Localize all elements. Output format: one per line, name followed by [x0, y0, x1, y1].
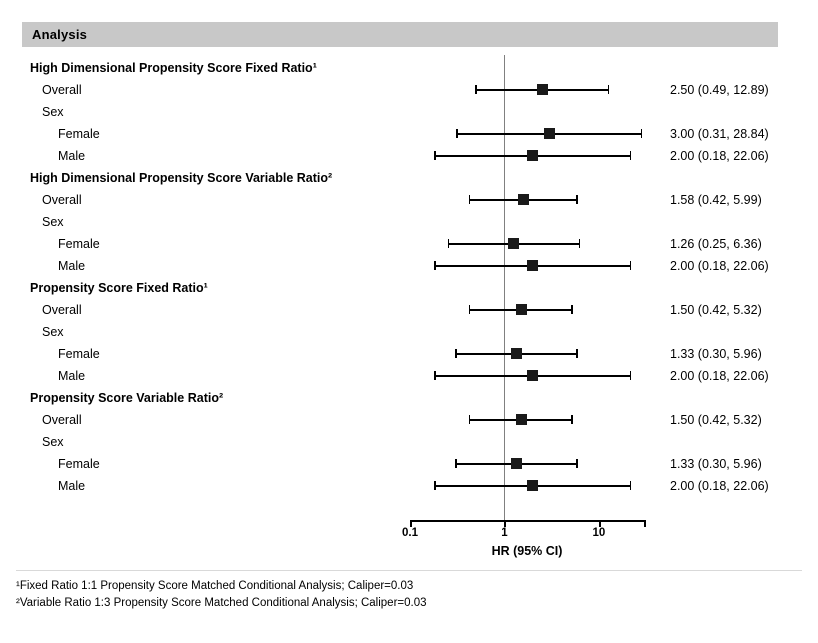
forest-data-row: [22, 79, 778, 101]
ci-upper-cap: [571, 305, 573, 314]
ci-lower-cap: [434, 261, 436, 270]
forest-data-row: [22, 255, 778, 277]
ci-lower-cap: [456, 129, 458, 138]
row-label: Female: [58, 127, 100, 141]
row-label: Propensity Score Variable Ratio²: [30, 391, 224, 405]
ci-upper-cap: [576, 195, 578, 204]
forest-data-row: [22, 343, 778, 365]
ci-lower-cap: [448, 239, 450, 248]
ci-upper-cap: [576, 459, 578, 468]
point-estimate-marker: [537, 84, 548, 95]
axis-end-tick: [644, 520, 646, 527]
row-estimate-text: 2.00 (0.18, 22.06): [670, 369, 769, 383]
forest-data-row: [22, 123, 778, 145]
row-label: Male: [58, 479, 86, 493]
axis-tick-label: 10: [592, 527, 606, 539]
row-label: Overall: [42, 413, 82, 427]
axis-baseline: [410, 520, 644, 522]
axis-tick: [599, 520, 601, 527]
row-label: Male: [58, 259, 86, 273]
ci-lower-cap: [469, 195, 471, 204]
forest-data-row: [22, 321, 778, 343]
row-label: Sex: [42, 325, 64, 339]
forest-group-row: [22, 277, 778, 299]
row-estimate-text: 1.50 (0.42, 5.32): [670, 413, 762, 427]
row-estimate-text: 3.00 (0.31, 28.84): [670, 127, 769, 141]
forest-data-row: [22, 431, 778, 453]
row-estimate-text: 1.26 (0.25, 6.36): [670, 237, 762, 251]
point-estimate-marker: [511, 458, 522, 469]
ci-upper-cap: [630, 371, 632, 380]
ci-lower-cap: [469, 415, 471, 424]
analysis-header-label: Analysis: [32, 27, 88, 42]
ci-upper-cap: [630, 151, 632, 160]
forest-group-row: [22, 167, 778, 189]
row-label: High Dimensional Propensity Score Fixed Ratio¹: [30, 61, 317, 75]
axis-tick-label: 1: [501, 527, 508, 539]
row-label: Male: [58, 369, 86, 383]
footnote-divider: [16, 570, 802, 571]
point-estimate-marker: [527, 370, 538, 381]
ci-lower-cap: [455, 349, 457, 358]
point-estimate-marker: [516, 304, 527, 315]
row-label: Overall: [42, 193, 82, 207]
footnote-1: ¹Fixed Ratio 1:1 Propensity Score Matched Conditional Analysis; Caliper=0.03: [16, 580, 414, 592]
row-label: Female: [58, 457, 100, 471]
row-estimate-text: 1.58 (0.42, 5.99): [670, 193, 762, 207]
ci-lower-cap: [434, 481, 436, 490]
row-estimate-text: 1.50 (0.42, 5.32): [670, 303, 762, 317]
row-estimate-text: 2.50 (0.49, 12.89): [670, 83, 769, 97]
forest-data-row: [22, 409, 778, 431]
row-label: Female: [58, 347, 100, 361]
row-estimate-text: 2.00 (0.18, 22.06): [670, 259, 769, 273]
row-label: Propensity Score Fixed Ratio¹: [30, 281, 208, 295]
forest-data-row: [22, 189, 778, 211]
forest-group-row: [22, 387, 778, 409]
forest-group-row: [22, 57, 778, 79]
x-axis-title: HR (95% CI): [491, 544, 563, 558]
row-estimate-text: 2.00 (0.18, 22.06): [670, 149, 769, 163]
axis-end-tick: [410, 520, 412, 527]
axis-tick: [504, 520, 506, 527]
forest-data-row: [22, 145, 778, 167]
point-estimate-marker: [518, 194, 529, 205]
row-label: Sex: [42, 215, 64, 229]
analysis-header-bar: [22, 22, 778, 47]
forest-data-row: [22, 299, 778, 321]
ci-upper-cap: [641, 129, 643, 138]
point-estimate-marker: [508, 238, 519, 249]
row-estimate-text: 1.33 (0.30, 5.96): [670, 457, 762, 471]
point-estimate-marker: [527, 150, 538, 161]
forest-data-row: [22, 365, 778, 387]
point-estimate-marker: [516, 414, 527, 425]
point-estimate-marker: [527, 260, 538, 271]
ci-upper-cap: [630, 261, 632, 270]
row-label: Sex: [42, 435, 64, 449]
ci-lower-cap: [469, 305, 471, 314]
row-label: Overall: [42, 83, 82, 97]
ci-lower-cap: [475, 85, 477, 94]
ci-upper-cap: [608, 85, 610, 94]
footnotes-block: [16, 578, 796, 612]
axis-tick-label: 0.1: [402, 527, 418, 539]
row-label: High Dimensional Propensity Score Variable Ratio²: [30, 171, 333, 185]
row-label: Male: [58, 149, 86, 163]
row-estimate-text: 1.33 (0.30, 5.96): [670, 347, 762, 361]
row-label: Sex: [42, 105, 64, 119]
ci-upper-cap: [579, 239, 581, 248]
forest-plot-area: [22, 55, 778, 525]
row-label: Female: [58, 237, 100, 251]
ci-upper-cap: [630, 481, 632, 490]
x-axis: [22, 520, 778, 560]
ci-lower-cap: [455, 459, 457, 468]
forest-data-row: [22, 211, 778, 233]
footnote-2: ²Variable Ratio 1:3 Propensity Score Matched Conditional Analysis; Caliper=0.03: [16, 597, 427, 609]
forest-data-row: [22, 233, 778, 255]
ci-upper-cap: [571, 415, 573, 424]
forest-data-row: [22, 453, 778, 475]
point-estimate-marker: [544, 128, 555, 139]
point-estimate-marker: [511, 348, 522, 359]
forest-data-row: [22, 475, 778, 497]
row-estimate-text: 2.00 (0.18, 22.06): [670, 479, 769, 493]
forest-data-row: [22, 101, 778, 123]
ci-lower-cap: [434, 151, 436, 160]
ci-upper-cap: [576, 349, 578, 358]
row-label: Overall: [42, 303, 82, 317]
ci-lower-cap: [434, 371, 436, 380]
point-estimate-marker: [527, 480, 538, 491]
